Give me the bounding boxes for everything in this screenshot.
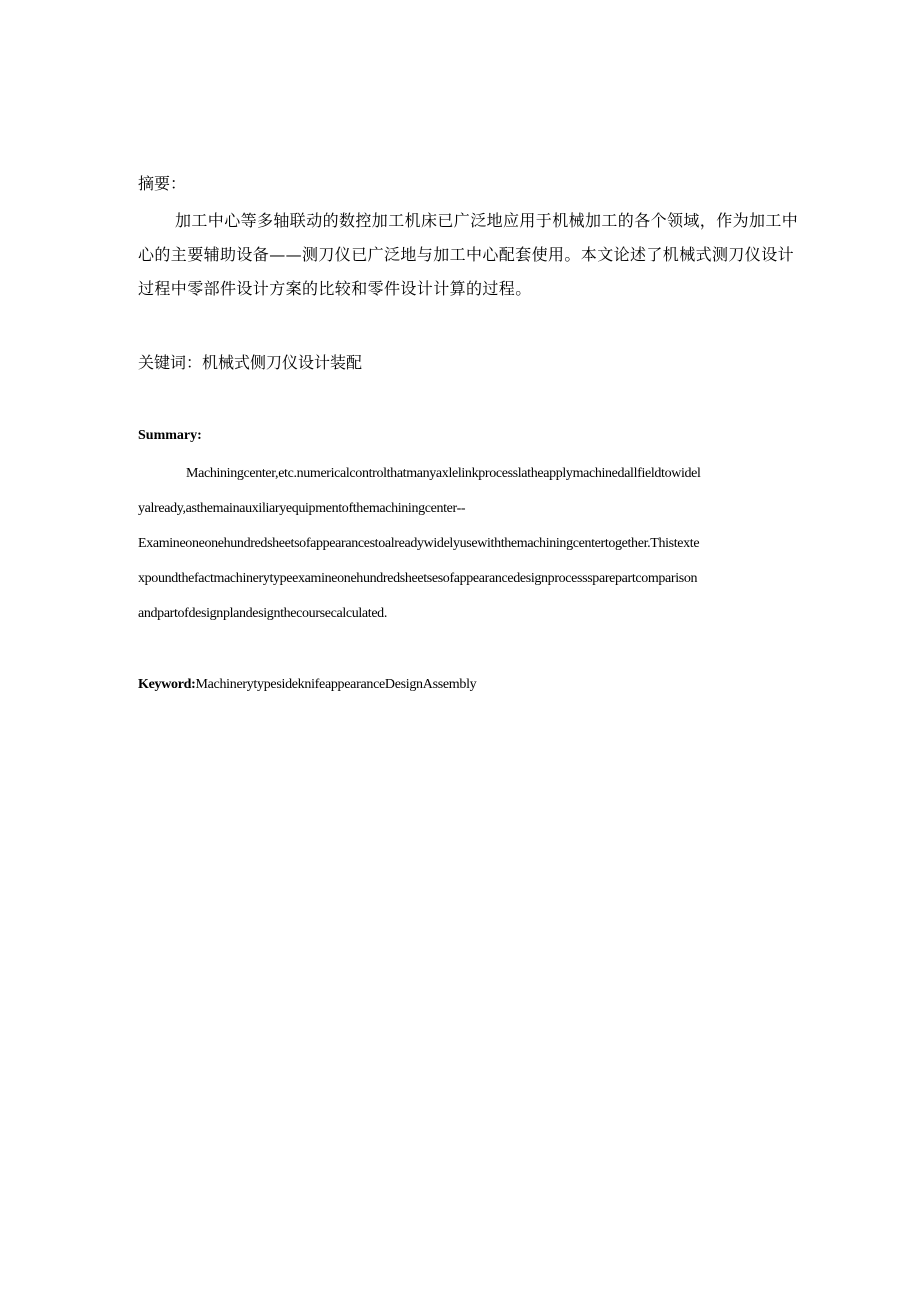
abstract-en-keywords <box>138 677 798 693</box>
abstract-en-line: xpoundthefactmachinerytypeexamineonehundredsheetsesofappearancedesignprocesssparepartcomparison <box>138 571 698 586</box>
abstract-cn-heading: 摘要： <box>138 174 187 193</box>
abstract-en-heading: Summary: <box>138 428 202 443</box>
abstract-en-line: Machiningcenter,etc.numericalcontrolthatmanyaxlelinkprocesslatheapplymachinedallfieldtowidel <box>186 466 701 481</box>
abstract-cn-keywords: 关键词：机械式侧刀仪设计装配 <box>138 353 363 372</box>
abstract-cn-body: 加工中心等多轴联动的数控加工机床已广泛地应用于机械加工的各个领域，作为加工中心的主要辅助设备——测刀仪已广泛地与加工中心配套使用。本文论述了机械式测刀仪设计过程中零部件设计方案的比较和零件设计计算的过程。 <box>138 211 799 298</box>
abstract-en-line: yalready,asthemainauxiliaryequipmentofthemachiningcenter-- <box>138 501 466 516</box>
abstract-en-line: andpartofdesignplandesignthecoursecalculated. <box>138 606 387 621</box>
abstract-en-body <box>138 456 798 631</box>
keywords-value: MachinerytypesideknifeappearanceDesignAssembly <box>195 677 477 692</box>
keywords-label: Keyword: <box>138 677 196 692</box>
abstract-en-line: Examineoneonehundredsheetsofappearancestoalreadywidelyusewiththemachiningcentertogether.Thistexte <box>138 536 700 551</box>
